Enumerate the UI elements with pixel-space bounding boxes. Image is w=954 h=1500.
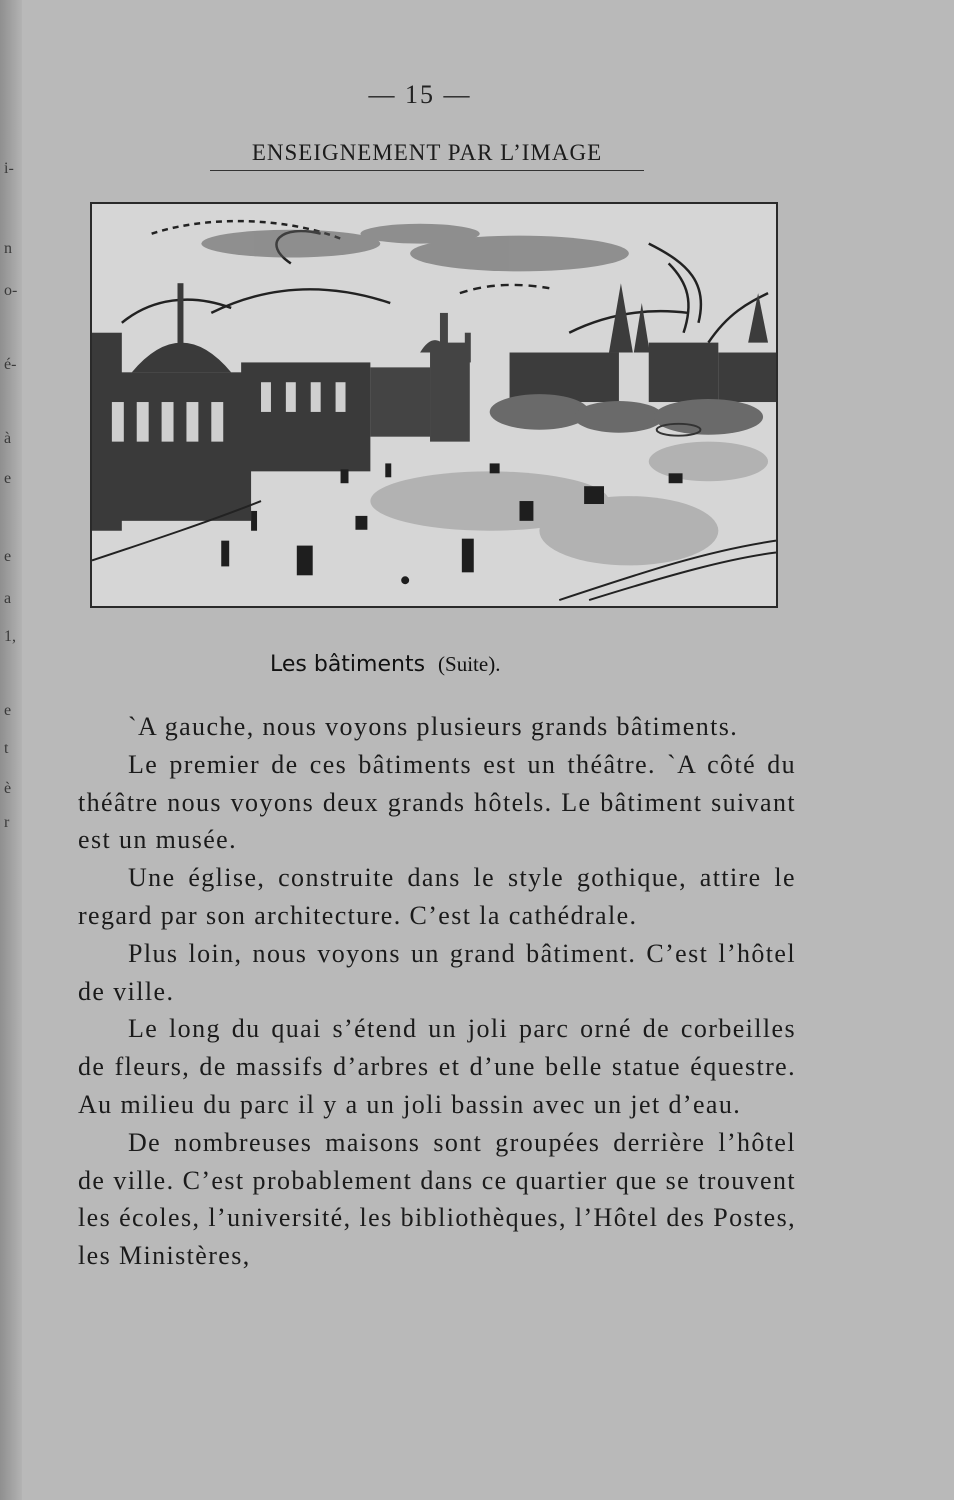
fragment: n <box>4 240 12 257</box>
fragment: t <box>4 740 9 757</box>
paragraph: Le premier de ces bâtiments est un théâtre. `A côté du théâtre nous voyons deux grands hôtels. Le bâtiment suivant est un musée. <box>78 749 796 855</box>
paragraph: De nombreuses maisons sont groupées derrière l’hôtel de ville. C’est probablement dans ce quartier que se trouvent les écoles, l’université, les bibliothèques, l’Hôtel des Postes, les Ministères, <box>78 1127 796 1271</box>
city-square-engraving-icon <box>90 202 778 608</box>
fragment: r <box>4 814 10 831</box>
page-number: — 15 — <box>368 80 472 109</box>
running-title: ENSEIGNEMENT PAR L’IMAGE <box>210 140 644 171</box>
paragraph: Plus loin, nous voyons un grand bâtiment. C’est l’hôtel de ville. <box>78 938 796 1006</box>
paragraph: Une église, construite dans le style gothique, attire le regard par son architecture. C’est la cathédrale. <box>78 863 796 930</box>
fragment: o- <box>4 282 18 299</box>
section-title: Les bâtiments <box>270 652 426 677</box>
section-subtitle: (Suite). <box>438 652 501 676</box>
section-heading <box>270 652 670 677</box>
fragment: a <box>4 590 12 607</box>
fragment: é- <box>4 356 17 373</box>
fragment: e <box>4 470 12 487</box>
body-text <box>78 708 796 1275</box>
fragment: à <box>4 430 12 447</box>
fragment: i- <box>4 160 14 177</box>
fragment: e <box>4 702 12 719</box>
paragraph: `A gauche, nous voyons plusieurs grands bâtiments. <box>128 712 739 741</box>
fragment: è <box>4 780 12 797</box>
paragraph: Le long du quai s’étend un joli parc orné de corbeilles de fleurs, de massifs d’arbres et d’une belle statue équestre. Au milieu du parc il y a un joli bassin avec un jet d’eau. <box>78 1014 796 1119</box>
adjacent-page-fragments <box>2 0 20 1500</box>
fragment: 1, <box>4 628 16 645</box>
fragment: e <box>4 548 12 565</box>
